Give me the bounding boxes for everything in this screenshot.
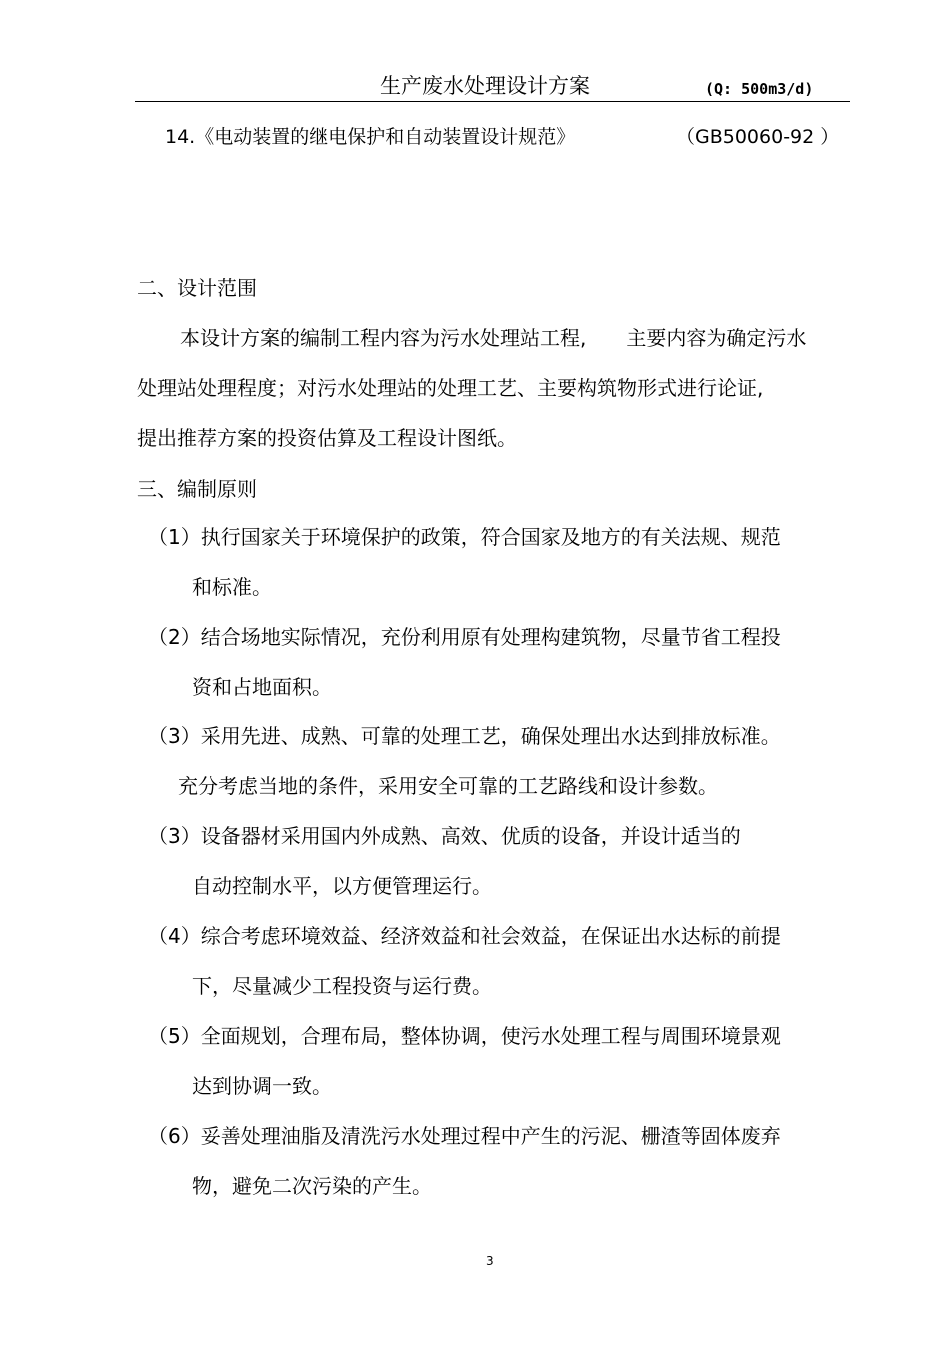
header-rule (135, 101, 850, 102)
principle-item-cont: 充分考虑当地的条件，采用安全可靠的工艺路线和设计参数。 (178, 774, 718, 798)
principle-item-cont: 自动控制水平，以方便管理运行。 (192, 874, 492, 898)
section2-line: 提出推荐方案的投资估算及工程设计图纸。 (137, 426, 517, 450)
section2-line: 处理站处理程度；对污水处理站的处理工艺、主要构筑物形式进行论证, (137, 376, 764, 400)
page-number: 3 (486, 1254, 494, 1268)
reference-code: （GB50060-92 ） (676, 126, 840, 148)
header-title: 生产废水处理设计方案 (380, 74, 590, 98)
principle-item-cont: 物，避免二次污染的产生。 (192, 1174, 432, 1198)
principle-item: （5）全面规划，合理布局，整体协调，使污水处理工程与周围环境景观 (148, 1024, 781, 1048)
principle-item: （3）采用先进、成熟、可靠的处理工艺，确保处理出水达到排放标准。 (148, 724, 781, 748)
principle-item-cont: 和标准。 (192, 575, 272, 599)
section3-heading: 三、编制原则 (137, 477, 257, 501)
principle-item: （1）执行国家关于环境保护的政策，符合国家及地方的有关法规、规范 (148, 525, 781, 549)
principle-item-cont: 达到协调一致。 (192, 1074, 332, 1098)
principle-item: （4）综合考虑环境效益、经济效益和社会效益，在保证出水达标的前提 (148, 924, 781, 948)
section2-line: 本设计方案的编制工程内容为污水处理站工程, 主要内容为确定污水 (180, 326, 807, 350)
reference-text: 14.《电动装置的继电保护和自动装置设计规范》 (165, 126, 576, 148)
principle-item-cont: 下，尽量减少工程投资与运行费。 (192, 974, 492, 998)
section2-heading: 二、设计范围 (137, 276, 257, 300)
principle-item-cont: 资和占地面积。 (192, 675, 332, 699)
header-spec: (Q: 500m3/d) (705, 80, 814, 98)
principle-item: （3）设备器材采用国内外成熟、高效、优质的设备，并设计适当的 (148, 824, 741, 848)
principle-item: （2）结合场地实际情况，充份利用原有处理构建筑物，尽量节省工程投 (148, 625, 781, 649)
principle-item: （6）妥善处理油脂及清洗污水处理过程中产生的污泥、栅渣等固体废弃 (148, 1124, 781, 1148)
